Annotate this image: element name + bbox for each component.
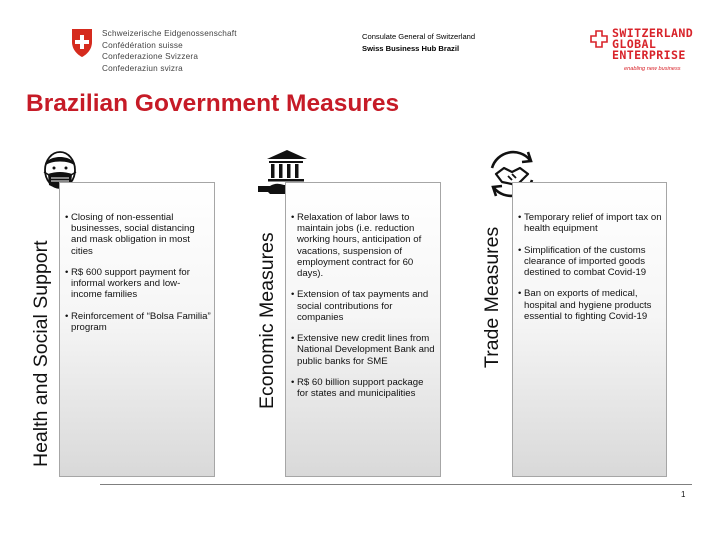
list-item: • Ban on exports of medical, hospital and hygiene products essential to fighting Covid-19	[518, 288, 663, 322]
list-item-text: R$ 600 support payment for informal workers and low-income families	[71, 267, 190, 301]
swiss-cross-outline-icon	[590, 30, 608, 48]
sge-line: GLOBAL	[612, 37, 657, 51]
page-title: Brazilian Government Measures	[26, 90, 400, 117]
federal-logo-line: Confederaziun svizra	[102, 63, 183, 73]
list-item-text: Extension of tax payments and social contributions for companies	[297, 289, 429, 323]
swiss-shield-icon	[70, 28, 94, 58]
economic-bullet-list	[291, 212, 437, 410]
federal-logo-line: Confédération suisse	[102, 40, 183, 50]
list-item-text: Relaxation of labor laws to maintain jobs (i.e. reduction working hours, anticipation of vacations, suspension of employment contract for 60 days).	[297, 212, 422, 280]
consulate-name: Consulate General of Switzerland	[362, 32, 476, 41]
list-item-text: Ban on exports of medical, hospital and hygiene products essential to fighting Covid-19	[524, 288, 652, 322]
footer-divider	[100, 484, 692, 485]
sge-tagline: enabling new business	[624, 66, 681, 72]
federal-logo-line: Confederazione Svizzera	[102, 52, 199, 62]
list-item-text: Temporary relief of import tax on health equipment	[524, 212, 662, 235]
federal-logo-line: Schweizerische Eidgenossenschaft	[102, 29, 237, 38]
list-item: • Extensive new credit lines from National Development Bank and public banks for SME	[291, 333, 437, 367]
column-label-trade: Trade Measures	[481, 226, 503, 368]
sge-logo-text	[612, 28, 693, 61]
list-item: • Relaxation of labor laws to maintain jobs (i.e. reduction working hours, anticipation of vacations, suspension of employment contract for 60 days).	[291, 212, 437, 279]
health-bullet-list	[65, 212, 211, 343]
list-item: • Closing of non-essential businesses, social distancing and mask obligation in most cities	[65, 212, 211, 257]
list-item: • Reinforcement of “Bolsa Familia” program	[65, 310, 211, 333]
list-item-text: Extensive new credit lines from National Development Bank and public banks for SME	[297, 333, 435, 367]
list-item: • Temporary relief of import tax on health equipment	[518, 212, 662, 235]
list-item: • R$ 60 billion support package for states and municipalities	[291, 377, 437, 399]
list-item: • Simplification of the customs clearance of imported goods destined to combat Covid-19	[518, 245, 663, 279]
list-item-text: R$ 60 billion support package for states and municipalities	[297, 377, 424, 400]
column-label-health: Health and Social Support	[30, 240, 52, 467]
sge-line: ENTERPRISE	[612, 48, 686, 62]
list-item-text: Closing of non-essential businesses, social distancing and mask obligation in most cities	[71, 212, 195, 257]
list-item: • R$ 600 support payment for informal workers and low-income families	[65, 267, 211, 301]
consulate-info	[362, 31, 475, 54]
column-label-economic: Economic Measures	[256, 232, 278, 409]
list-item-text: Simplification of the customs clearance of imported goods destined to combat Covid-19	[524, 244, 647, 278]
trade-bullet-list	[518, 212, 663, 332]
page-number: 1	[681, 490, 686, 499]
list-item: • Extension of tax payments and social contributions for companies	[291, 289, 437, 323]
business-hub-name: Swiss Business Hub Brazil	[362, 43, 460, 53]
list-item-text: Reinforcement of “Bolsa Familia” program	[71, 310, 211, 333]
sge-line: SWITZERLAND	[612, 26, 694, 40]
federal-logo-text	[102, 28, 237, 74]
